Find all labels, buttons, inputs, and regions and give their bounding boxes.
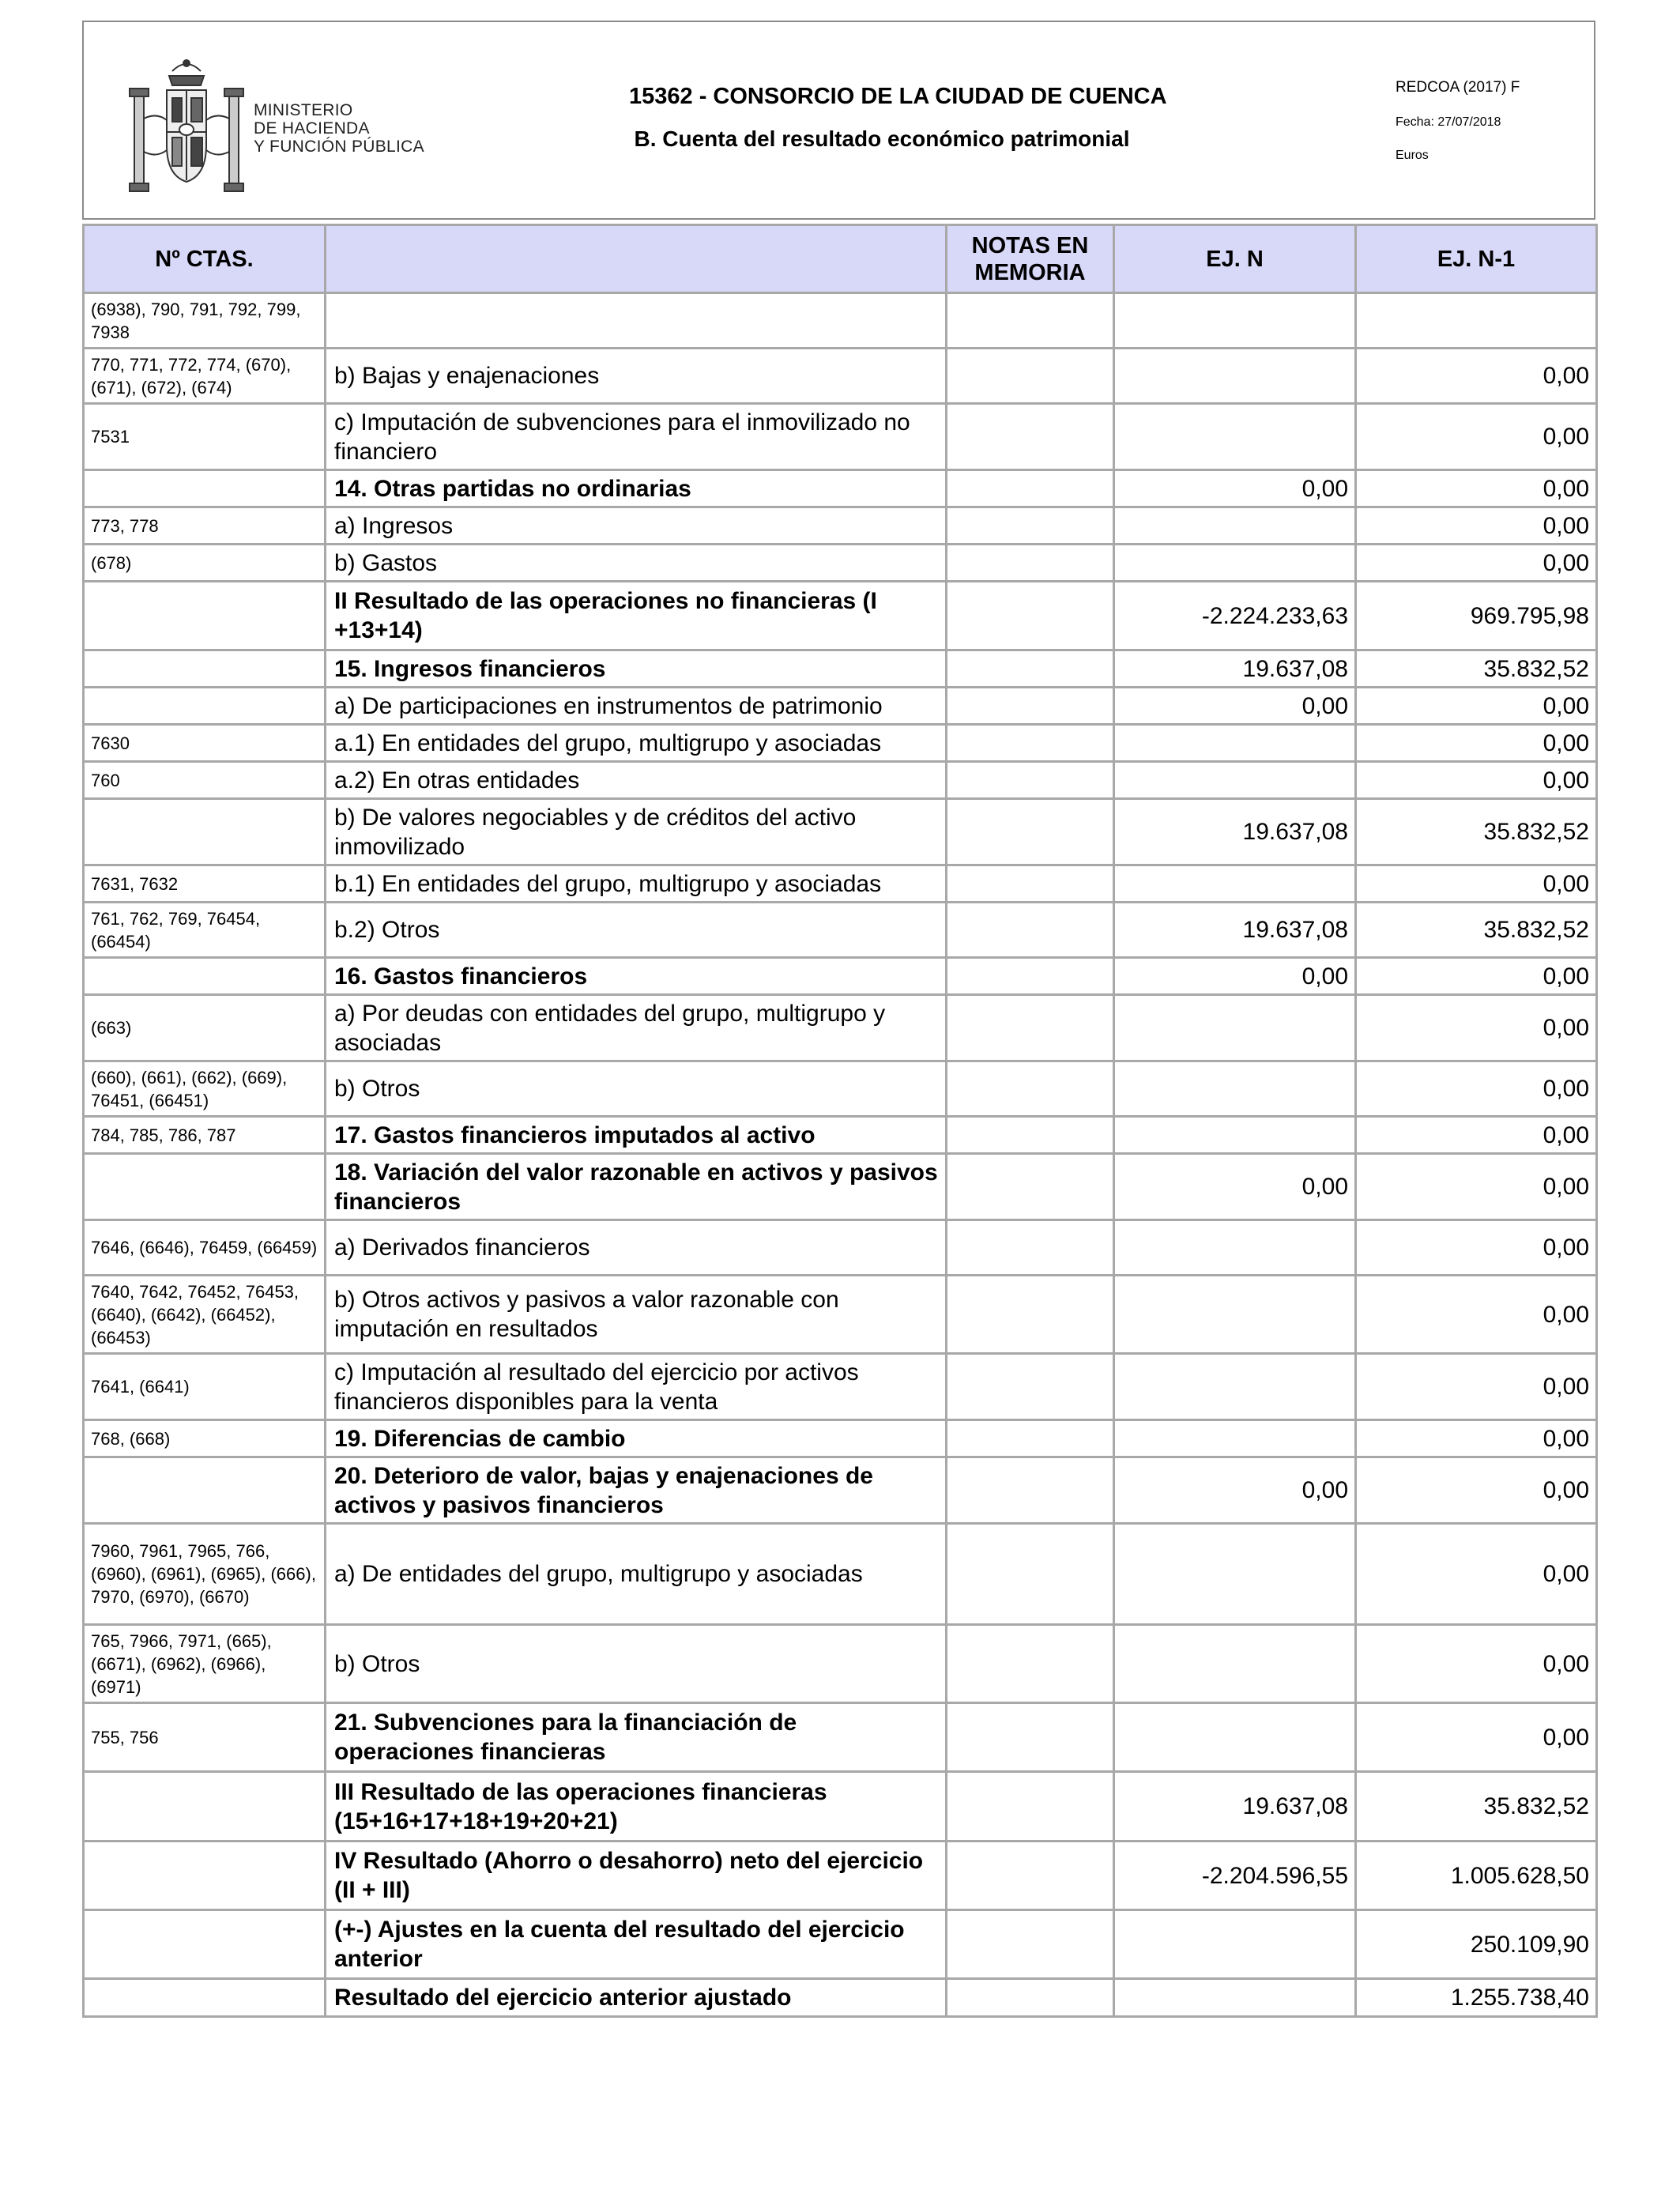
notes-cell xyxy=(947,903,1114,958)
account-codes-cell xyxy=(84,1842,326,1910)
account-codes-cell: 7641, (6641) xyxy=(84,1354,326,1420)
year-n-value-cell: 0,00 xyxy=(1114,1154,1356,1220)
description-cell: a) De participaciones en instrumentos de patrimonio xyxy=(326,688,947,725)
col-header-description xyxy=(326,225,947,293)
description-cell: Resultado del ejercicio anterior ajustado xyxy=(326,1979,947,2017)
table-row xyxy=(84,1117,1597,1154)
year-n-value-cell xyxy=(1114,1420,1356,1457)
notes-cell xyxy=(947,1625,1114,1703)
table-row xyxy=(84,507,1597,545)
table-row xyxy=(84,995,1597,1061)
account-codes-cell: 7631, 7632 xyxy=(84,865,326,903)
year-n1-value-cell: 0,00 xyxy=(1356,865,1597,903)
description-cell: a) Ingresos xyxy=(326,507,947,545)
account-codes-cell xyxy=(84,799,326,865)
notes-cell xyxy=(947,349,1114,404)
year-n1-value-cell: 0,00 xyxy=(1356,1061,1597,1117)
account-codes-cell: 755, 756 xyxy=(84,1703,326,1772)
notes-cell xyxy=(947,1220,1114,1276)
notes-cell xyxy=(947,1061,1114,1117)
table-row xyxy=(84,1354,1597,1420)
table-row xyxy=(84,404,1597,470)
account-codes-cell: 760 xyxy=(84,762,326,799)
year-n1-value-cell: 0,00 xyxy=(1356,349,1597,404)
account-codes-cell: (6938), 790, 791, 792, 799, 7938 xyxy=(84,293,326,349)
year-n-value-cell: 19.637,08 xyxy=(1114,799,1356,865)
year-n-value-cell xyxy=(1114,545,1356,582)
description-cell: a) Por deudas con entidades del grupo, multigrupo y asociadas xyxy=(326,995,947,1061)
notes-cell xyxy=(947,688,1114,725)
table-row xyxy=(84,799,1597,865)
description-cell: b) Gastos xyxy=(326,545,947,582)
description-cell: b) Otros xyxy=(326,1625,947,1703)
description-cell: 14. Otras partidas no ordinarias xyxy=(326,470,947,507)
table-row xyxy=(84,1061,1597,1117)
col-header-accounts: Nº CTAS. xyxy=(84,225,326,293)
year-n-value-cell xyxy=(1114,865,1356,903)
account-codes-cell: (678) xyxy=(84,545,326,582)
year-n1-value-cell: 0,00 xyxy=(1356,1354,1597,1420)
year-n1-value-cell: 1.005.628,50 xyxy=(1356,1842,1597,1910)
account-codes-cell xyxy=(84,1910,326,1979)
description-cell: c) Imputación de subvenciones para el inmovilizado no financiero xyxy=(326,404,947,470)
table-row xyxy=(84,725,1597,762)
year-n-value-cell xyxy=(1114,1703,1356,1772)
table-row xyxy=(84,903,1597,958)
report-code: REDCOA (2017) F xyxy=(1396,79,1520,96)
year-n-value-cell: 19.637,08 xyxy=(1114,903,1356,958)
year-n1-value-cell: 0,00 xyxy=(1356,1420,1597,1457)
year-n1-value-cell: 0,00 xyxy=(1356,995,1597,1061)
table-row xyxy=(84,293,1597,349)
table-row xyxy=(84,1457,1597,1524)
table-row xyxy=(84,1910,1597,1979)
document-title: 15362 - CONSORCIO DE LA CIUDAD DE CUENCA xyxy=(629,84,1167,109)
year-n-value-cell xyxy=(1114,995,1356,1061)
table-row xyxy=(84,1524,1597,1625)
description-cell: 20. Deterioro de valor, bajas y enajenaciones de activos y pasivos financieros xyxy=(326,1457,947,1524)
notes-cell xyxy=(947,1354,1114,1420)
year-n1-value-cell: 0,00 xyxy=(1356,1703,1597,1772)
year-n1-value-cell: 0,00 xyxy=(1356,1457,1597,1524)
ministry-line-3: Y FUNCIÓN PÚBLICA xyxy=(254,138,424,156)
notes-cell xyxy=(947,650,1114,688)
ministry-name xyxy=(254,101,424,156)
table-row xyxy=(84,688,1597,725)
col-header-notes: NOTAS EN MEMORIA xyxy=(947,225,1114,293)
year-n-value-cell: 19.637,08 xyxy=(1114,650,1356,688)
table-header-row xyxy=(84,225,1597,293)
table-row xyxy=(84,1772,1597,1842)
year-n-value-cell xyxy=(1114,725,1356,762)
year-n-value-cell xyxy=(1114,349,1356,404)
notes-cell xyxy=(947,1117,1114,1154)
table-row xyxy=(84,762,1597,799)
table-row xyxy=(84,582,1597,650)
account-codes-cell: 765, 7966, 7971, (665), (6671), (6962), (6966), (6971) xyxy=(84,1625,326,1703)
notes-cell xyxy=(947,1842,1114,1910)
description-cell: 21. Subvenciones para la financiación de operaciones financieras xyxy=(326,1703,947,1772)
notes-cell xyxy=(947,1772,1114,1842)
description-cell: a) De entidades del grupo, multigrupo y asociadas xyxy=(326,1524,947,1625)
description-cell: IV Resultado (Ahorro o desahorro) neto del ejercicio (II + III) xyxy=(326,1842,947,1910)
description-cell: 15. Ingresos financieros xyxy=(326,650,947,688)
description-cell: b) Bajas y enajenaciones xyxy=(326,349,947,404)
table-row xyxy=(84,650,1597,688)
notes-cell xyxy=(947,404,1114,470)
year-n-value-cell: 0,00 xyxy=(1114,470,1356,507)
year-n-value-cell: 0,00 xyxy=(1114,958,1356,995)
account-codes-cell xyxy=(84,1979,326,2017)
year-n1-value-cell: 35.832,52 xyxy=(1356,650,1597,688)
year-n1-value-cell: 35.832,52 xyxy=(1356,1772,1597,1842)
account-codes-cell: 7960, 7961, 7965, 766, (6960), (6961), (6965), (666), 7970, (6970), (6670) xyxy=(84,1524,326,1625)
description-cell: III Resultado de las operaciones financieras (15+16+17+18+19+20+21) xyxy=(326,1772,947,1842)
year-n-value-cell xyxy=(1114,293,1356,349)
description-cell: (+-) Ajustes en la cuenta del resultado del ejercicio anterior xyxy=(326,1910,947,1979)
year-n1-value-cell: 0,00 xyxy=(1356,725,1597,762)
year-n-value-cell: -2.224.233,63 xyxy=(1114,582,1356,650)
table-row xyxy=(84,1276,1597,1354)
year-n1-value-cell: 0,00 xyxy=(1356,1276,1597,1354)
year-n1-value-cell xyxy=(1356,293,1597,349)
year-n1-value-cell: 0,00 xyxy=(1356,958,1597,995)
account-codes-cell xyxy=(84,1154,326,1220)
account-codes-cell: 770, 771, 772, 774, (670), (671), (672), (674) xyxy=(84,349,326,404)
notes-cell xyxy=(947,725,1114,762)
report-currency: Euros xyxy=(1396,149,1429,162)
notes-cell xyxy=(947,293,1114,349)
year-n1-value-cell: 0,00 xyxy=(1356,1220,1597,1276)
notes-cell xyxy=(947,1276,1114,1354)
table-row xyxy=(84,1154,1597,1220)
notes-cell xyxy=(947,995,1114,1061)
description-cell: II Resultado de las operaciones no financieras (I +13+14) xyxy=(326,582,947,650)
year-n-value-cell xyxy=(1114,1276,1356,1354)
year-n1-value-cell: 0,00 xyxy=(1356,1154,1597,1220)
account-codes-cell: (660), (661), (662), (669), 76451, (66451) xyxy=(84,1061,326,1117)
year-n1-value-cell: 969.795,98 xyxy=(1356,582,1597,650)
account-codes-cell xyxy=(84,650,326,688)
year-n1-value-cell: 250.109,90 xyxy=(1356,1910,1597,1979)
year-n1-value-cell: 0,00 xyxy=(1356,762,1597,799)
notes-cell xyxy=(947,582,1114,650)
year-n1-value-cell: 0,00 xyxy=(1356,1625,1597,1703)
description-cell: b) De valores negociables y de créditos del activo inmovilizado xyxy=(326,799,947,865)
year-n1-value-cell: 35.832,52 xyxy=(1356,903,1597,958)
year-n-value-cell xyxy=(1114,507,1356,545)
year-n-value-cell: 19.637,08 xyxy=(1114,1772,1356,1842)
account-codes-cell: 7531 xyxy=(84,404,326,470)
notes-cell xyxy=(947,507,1114,545)
table-row xyxy=(84,1703,1597,1772)
year-n1-value-cell: 0,00 xyxy=(1356,1524,1597,1625)
account-codes-cell: 784, 785, 786, 787 xyxy=(84,1117,326,1154)
description-cell: 19. Diferencias de cambio xyxy=(326,1420,947,1457)
table-row xyxy=(84,865,1597,903)
table-row xyxy=(84,470,1597,507)
account-codes-cell: 768, (668) xyxy=(84,1420,326,1457)
year-n-value-cell xyxy=(1114,1625,1356,1703)
notes-cell xyxy=(947,545,1114,582)
account-codes-cell: 773, 778 xyxy=(84,507,326,545)
account-codes-cell: 7646, (6646), 76459, (66459) xyxy=(84,1220,326,1276)
description-cell: 18. Variación del valor razonable en activos y pasivos financieros xyxy=(326,1154,947,1220)
year-n1-value-cell: 0,00 xyxy=(1356,470,1597,507)
description-cell: b) Otros activos y pasivos a valor razonable con imputación en resultados xyxy=(326,1276,947,1354)
document-subtitle: B. Cuenta del resultado económico patrimonial xyxy=(634,126,1130,151)
account-codes-cell xyxy=(84,470,326,507)
notes-cell xyxy=(947,1420,1114,1457)
year-n-value-cell: 0,00 xyxy=(1114,1457,1356,1524)
year-n1-value-cell: 0,00 xyxy=(1356,545,1597,582)
results-table xyxy=(82,224,1598,2018)
account-codes-cell: 761, 762, 769, 76454, (66454) xyxy=(84,903,326,958)
table-row xyxy=(84,1420,1597,1457)
notes-cell xyxy=(947,1457,1114,1524)
document-header xyxy=(82,21,1595,220)
year-n-value-cell: 0,00 xyxy=(1114,688,1356,725)
table-row xyxy=(84,1625,1597,1703)
notes-cell xyxy=(947,865,1114,903)
year-n-value-cell xyxy=(1114,1524,1356,1625)
account-codes-cell xyxy=(84,1772,326,1842)
year-n1-value-cell: 0,00 xyxy=(1356,404,1597,470)
description-cell: c) Imputación al resultado del ejercicio por activos financieros disponibles para la venta xyxy=(326,1354,947,1420)
notes-cell xyxy=(947,1154,1114,1220)
report-date: Fecha: 27/07/2018 xyxy=(1396,115,1501,129)
year-n1-value-cell: 0,00 xyxy=(1356,507,1597,545)
account-codes-cell xyxy=(84,582,326,650)
year-n1-value-cell: 0,00 xyxy=(1356,688,1597,725)
year-n1-value-cell: 35.832,52 xyxy=(1356,799,1597,865)
description-cell: 17. Gastos financieros imputados al activo xyxy=(326,1117,947,1154)
notes-cell xyxy=(947,1910,1114,1979)
table-row xyxy=(84,1842,1597,1910)
table-row xyxy=(84,349,1597,404)
description-cell xyxy=(326,293,947,349)
notes-cell xyxy=(947,958,1114,995)
year-n-value-cell xyxy=(1114,1979,1356,2017)
notes-cell xyxy=(947,799,1114,865)
account-codes-cell: 7640, 7642, 76452, 76453, (6640), (6642), (66452), (66453) xyxy=(84,1276,326,1354)
notes-cell xyxy=(947,1524,1114,1625)
year-n1-value-cell: 1.255.738,40 xyxy=(1356,1979,1597,2017)
account-codes-cell: 7630 xyxy=(84,725,326,762)
year-n-value-cell xyxy=(1114,762,1356,799)
table-row xyxy=(84,1979,1597,2017)
year-n-value-cell xyxy=(1114,1354,1356,1420)
year-n-value-cell xyxy=(1114,1910,1356,1979)
col-header-year-n1: EJ. N-1 xyxy=(1356,225,1597,293)
notes-cell xyxy=(947,470,1114,507)
description-cell: b) Otros xyxy=(326,1061,947,1117)
account-codes-cell xyxy=(84,958,326,995)
col-header-year-n: EJ. N xyxy=(1114,225,1356,293)
table-row xyxy=(84,958,1597,995)
table-row xyxy=(84,545,1597,582)
notes-cell xyxy=(947,762,1114,799)
description-cell: a.1) En entidades del grupo, multigrupo y asociadas xyxy=(326,725,947,762)
year-n-value-cell xyxy=(1114,1061,1356,1117)
description-cell: 16. Gastos financieros xyxy=(326,958,947,995)
year-n-value-cell xyxy=(1114,1117,1356,1154)
year-n-value-cell: -2.204.596,55 xyxy=(1114,1842,1356,1910)
notes-cell xyxy=(947,1979,1114,2017)
account-codes-cell: (663) xyxy=(84,995,326,1061)
account-codes-cell xyxy=(84,688,326,725)
year-n-value-cell xyxy=(1114,1220,1356,1276)
description-cell: b.2) Otros xyxy=(326,903,947,958)
ministry-line-1: MINISTERIO xyxy=(254,101,353,119)
table-body xyxy=(84,293,1597,2017)
description-cell: b.1) En entidades del grupo, multigrupo y asociadas xyxy=(326,865,947,903)
description-cell: a.2) En otras entidades xyxy=(326,762,947,799)
year-n-value-cell xyxy=(1114,404,1356,470)
table-row xyxy=(84,1220,1597,1276)
year-n1-value-cell: 0,00 xyxy=(1356,1117,1597,1154)
ministry-line-2: DE HACIENDA xyxy=(254,119,370,138)
notes-cell xyxy=(947,1703,1114,1772)
description-cell: a) Derivados financieros xyxy=(326,1220,947,1276)
account-codes-cell xyxy=(84,1457,326,1524)
